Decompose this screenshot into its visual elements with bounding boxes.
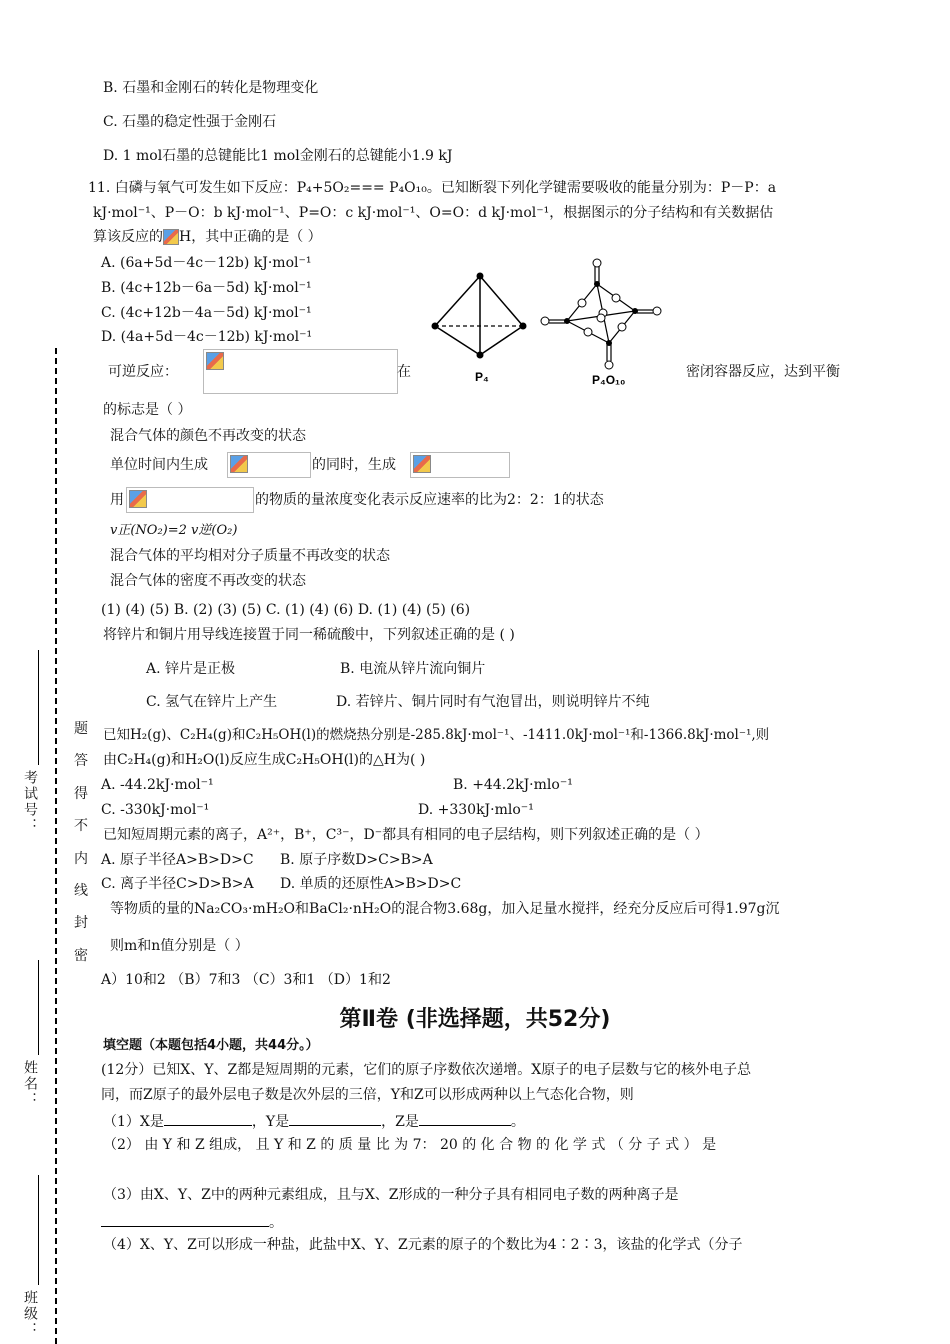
seal-char: 内 [74, 851, 88, 867]
seal-char: 答 [74, 753, 88, 769]
q11-stem-line3: 算该反应的 H，其中正确的是（ ） [93, 229, 322, 245]
q13-stem: 将锌片和铜片用导线连接置于同一稀硫酸中，下列叙述正确的是 ( ) [103, 627, 515, 643]
p4-label: P₄ [475, 370, 489, 384]
q11-stem-line2: kJ·mol⁻¹、P－O：b kJ·mol⁻¹、P=O：c kJ·mol⁻¹、O=O：d kJ·mol⁻¹，根据图示的分子结构和有关数据估 [93, 205, 774, 221]
seal-char: 封 [74, 915, 88, 931]
q10-option-c: C. 石墨的稳定性强于金刚石 [103, 114, 277, 130]
q14-option-a: A. -44.2kJ·mol⁻¹ [101, 777, 214, 793]
p4o10-atoms [541, 259, 661, 369]
q14-option-d: D. +330kJ·mlo⁻¹ [418, 802, 534, 818]
q10-option-d: D. 1 mol石墨的总键能比1 mol金刚石的总键能小1.9 kJ [103, 148, 453, 164]
q13-option-b: B. 电流从锌片流向铜片 [340, 661, 486, 677]
name-label: 姓名： [22, 1060, 38, 1108]
q13-option-c: C. 氢气在锌片上产生 [146, 694, 278, 710]
p4o10-label: P₄O₁₀ [592, 373, 626, 387]
p4-tetrahedron [432, 273, 527, 359]
q10-option-b: B. 石墨和金刚石的转化是物理变化 [103, 80, 319, 96]
q16-stem-line2: 则m和n值分别是（ ） [110, 938, 249, 954]
class-line [38, 1175, 39, 1285]
answer-blank-y[interactable] [289, 1111, 381, 1126]
q11-option-b: B. (4c+12b－6a－5d) kJ·mol⁻¹ [101, 280, 312, 296]
fill-section-heading: 填空题（本题包括4小题，共44分。） [103, 1038, 319, 1053]
seal-char: 密 [74, 948, 88, 964]
q12-stem-d: 的标志是（ ） [103, 402, 192, 418]
q14-stem-line2: 由C₂H₄(g)和H₂O(l)反应生成C₂H₅OH(l)的△H为( ) [103, 752, 426, 768]
delta-image-icon [163, 229, 179, 245]
q12-formula-image [227, 452, 311, 478]
seal-char: 不 [74, 818, 88, 834]
q12-stem-a: 可逆反应： [108, 364, 178, 380]
q12-formula-image [410, 452, 510, 478]
seal-char: 得 [74, 786, 88, 802]
seal-char: 题 [74, 721, 88, 737]
q15-option-c: C. 离子半径C>D>B>A [101, 876, 254, 892]
q17-sub4: （4）X、Y、Z可以形成一种盐，此盐中X、Y、Z元素的原子的个数比为4∶2∶3，该盐的化学式（分子 [103, 1237, 743, 1253]
q16-stem-line1: 等物质的量的Na₂CO₃·mH₂O和BaCl₂·nH₂O的混合物3.68g，加入足量水搅拌，经充分反应后可得1.97g沉 [110, 901, 780, 917]
q12-item-1: 混合气体的颜色不再改变的状态 [110, 428, 306, 444]
q12-item-2b: 的同时，生成 [312, 457, 396, 473]
q13-option-d: D. 若锌片、铜片同时有气泡冒出，则说明锌片不纯 [336, 694, 650, 710]
q14-option-c: C. -330kJ·mol⁻¹ [101, 802, 210, 818]
q11-option-a: A. (6a+5d－4c－12b) kJ·mol⁻¹ [101, 255, 312, 271]
q12-stem-b: 在 [397, 364, 411, 380]
answer-blank-ions[interactable] [101, 1212, 269, 1227]
q14-option-b: B. +44.2kJ·mlo⁻¹ [453, 777, 573, 793]
q17-stem-line2: 同，而Z原子的最外层电子数是次外层的三倍，Y和Z可以形成两种以上气态化合物，则 [101, 1087, 634, 1103]
q17-stem-line1: (12分）已知X、Y、Z都是短周期的元素，它们的原子序数依次递增。X原子的电子层数与它的核外电子总 [101, 1062, 752, 1078]
class-label: 班级： [22, 1290, 38, 1338]
q12-item-3a: 用 [110, 492, 124, 508]
seal-dashed-line [55, 348, 57, 1344]
q12-item-5: 混合气体的平均相对分子质量不再改变的状态 [110, 548, 390, 564]
exam-number-label: 考试号： [22, 770, 38, 834]
q12-answers: (1) (4) (5) B. (2) (3) (5) C. (1) (4) (6) D. (1) (4) (5) (6) [101, 602, 471, 618]
q12-formula-image [126, 487, 254, 513]
q11-stem-line1: 11. 白磷与氧气可发生如下反应：P₄+5O₂=== P₄O₁₀。已知断裂下列化学键需要吸收的能量分别为：P－P：a [88, 180, 777, 196]
seal-char: 线 [74, 883, 88, 899]
q12-item-2a: 单位时间内生成 [110, 457, 208, 473]
q12-item-3b: 的物质的量浓度变化表示反应速率的比为2：2：1的状态 [255, 492, 604, 508]
part2-title: 第Ⅱ卷 (非选择题，共52分) [339, 1007, 611, 1032]
molecule-figure [425, 258, 685, 388]
q17-sub3: （3）由X、Y、Z中的两种元素组成，且与X、Z形成的一种分子具有相同电子数的两种离子是 [103, 1187, 679, 1203]
q13-option-a: A. 锌片是正极 [146, 661, 236, 677]
answer-blank-z[interactable] [419, 1111, 511, 1126]
q11-option-c: C. (4c+12b－4a－5d) kJ·mol⁻¹ [101, 305, 312, 321]
q17-sub1: （1）X是 ，Y是 ，Z是 。 [103, 1111, 525, 1131]
q12-stem-c: 密闭容器反应，达到平衡 [686, 364, 840, 380]
answer-blank-x[interactable] [164, 1111, 252, 1126]
q15-option-a: A. 原子半径A>B>D>C [101, 852, 254, 868]
q12-item-4: v正(NO₂)=2 v逆(O₂) [110, 523, 238, 538]
q11-option-d: D. (4a+5d－4c－12b) kJ·mol⁻¹ [101, 329, 313, 345]
exam-number-line [38, 650, 39, 765]
q17-sub3-answer: 。 [101, 1212, 283, 1232]
q17-sub2: （2） 由 Y 和 Z 组成， 且 Y 和 Z 的 质 量 比 为 7： 20 的 化 合 物 的 化 学 式 （ 分 子 式 ） 是 [103, 1137, 717, 1153]
q15-option-d: D. 单质的还原性A>B>D>C [280, 876, 462, 892]
q12-item-6: 混合气体的密度不再改变的状态 [110, 573, 306, 589]
q15-stem: 已知短周期元素的离子，A²⁺，B⁺，C³⁻，D⁻都具有相同的电子层结构，则下列叙述正确的是（ ） [103, 827, 709, 843]
q12-equation-image [203, 349, 398, 394]
q14-stem-line1: 已知H₂(g)、C₂H₄(g)和C₂H₅OH(l)的燃烧热分别是-285.8kJ·mol⁻¹、-1411.0kJ·mol⁻¹和-1366.8kJ·mol⁻¹,则 [103, 727, 770, 743]
q15-option-b: B. 原子序数D>C>B>A [280, 852, 433, 868]
q16-options: A）10和2 （B）7和3 （C）3和1 （D）1和2 [101, 972, 391, 988]
